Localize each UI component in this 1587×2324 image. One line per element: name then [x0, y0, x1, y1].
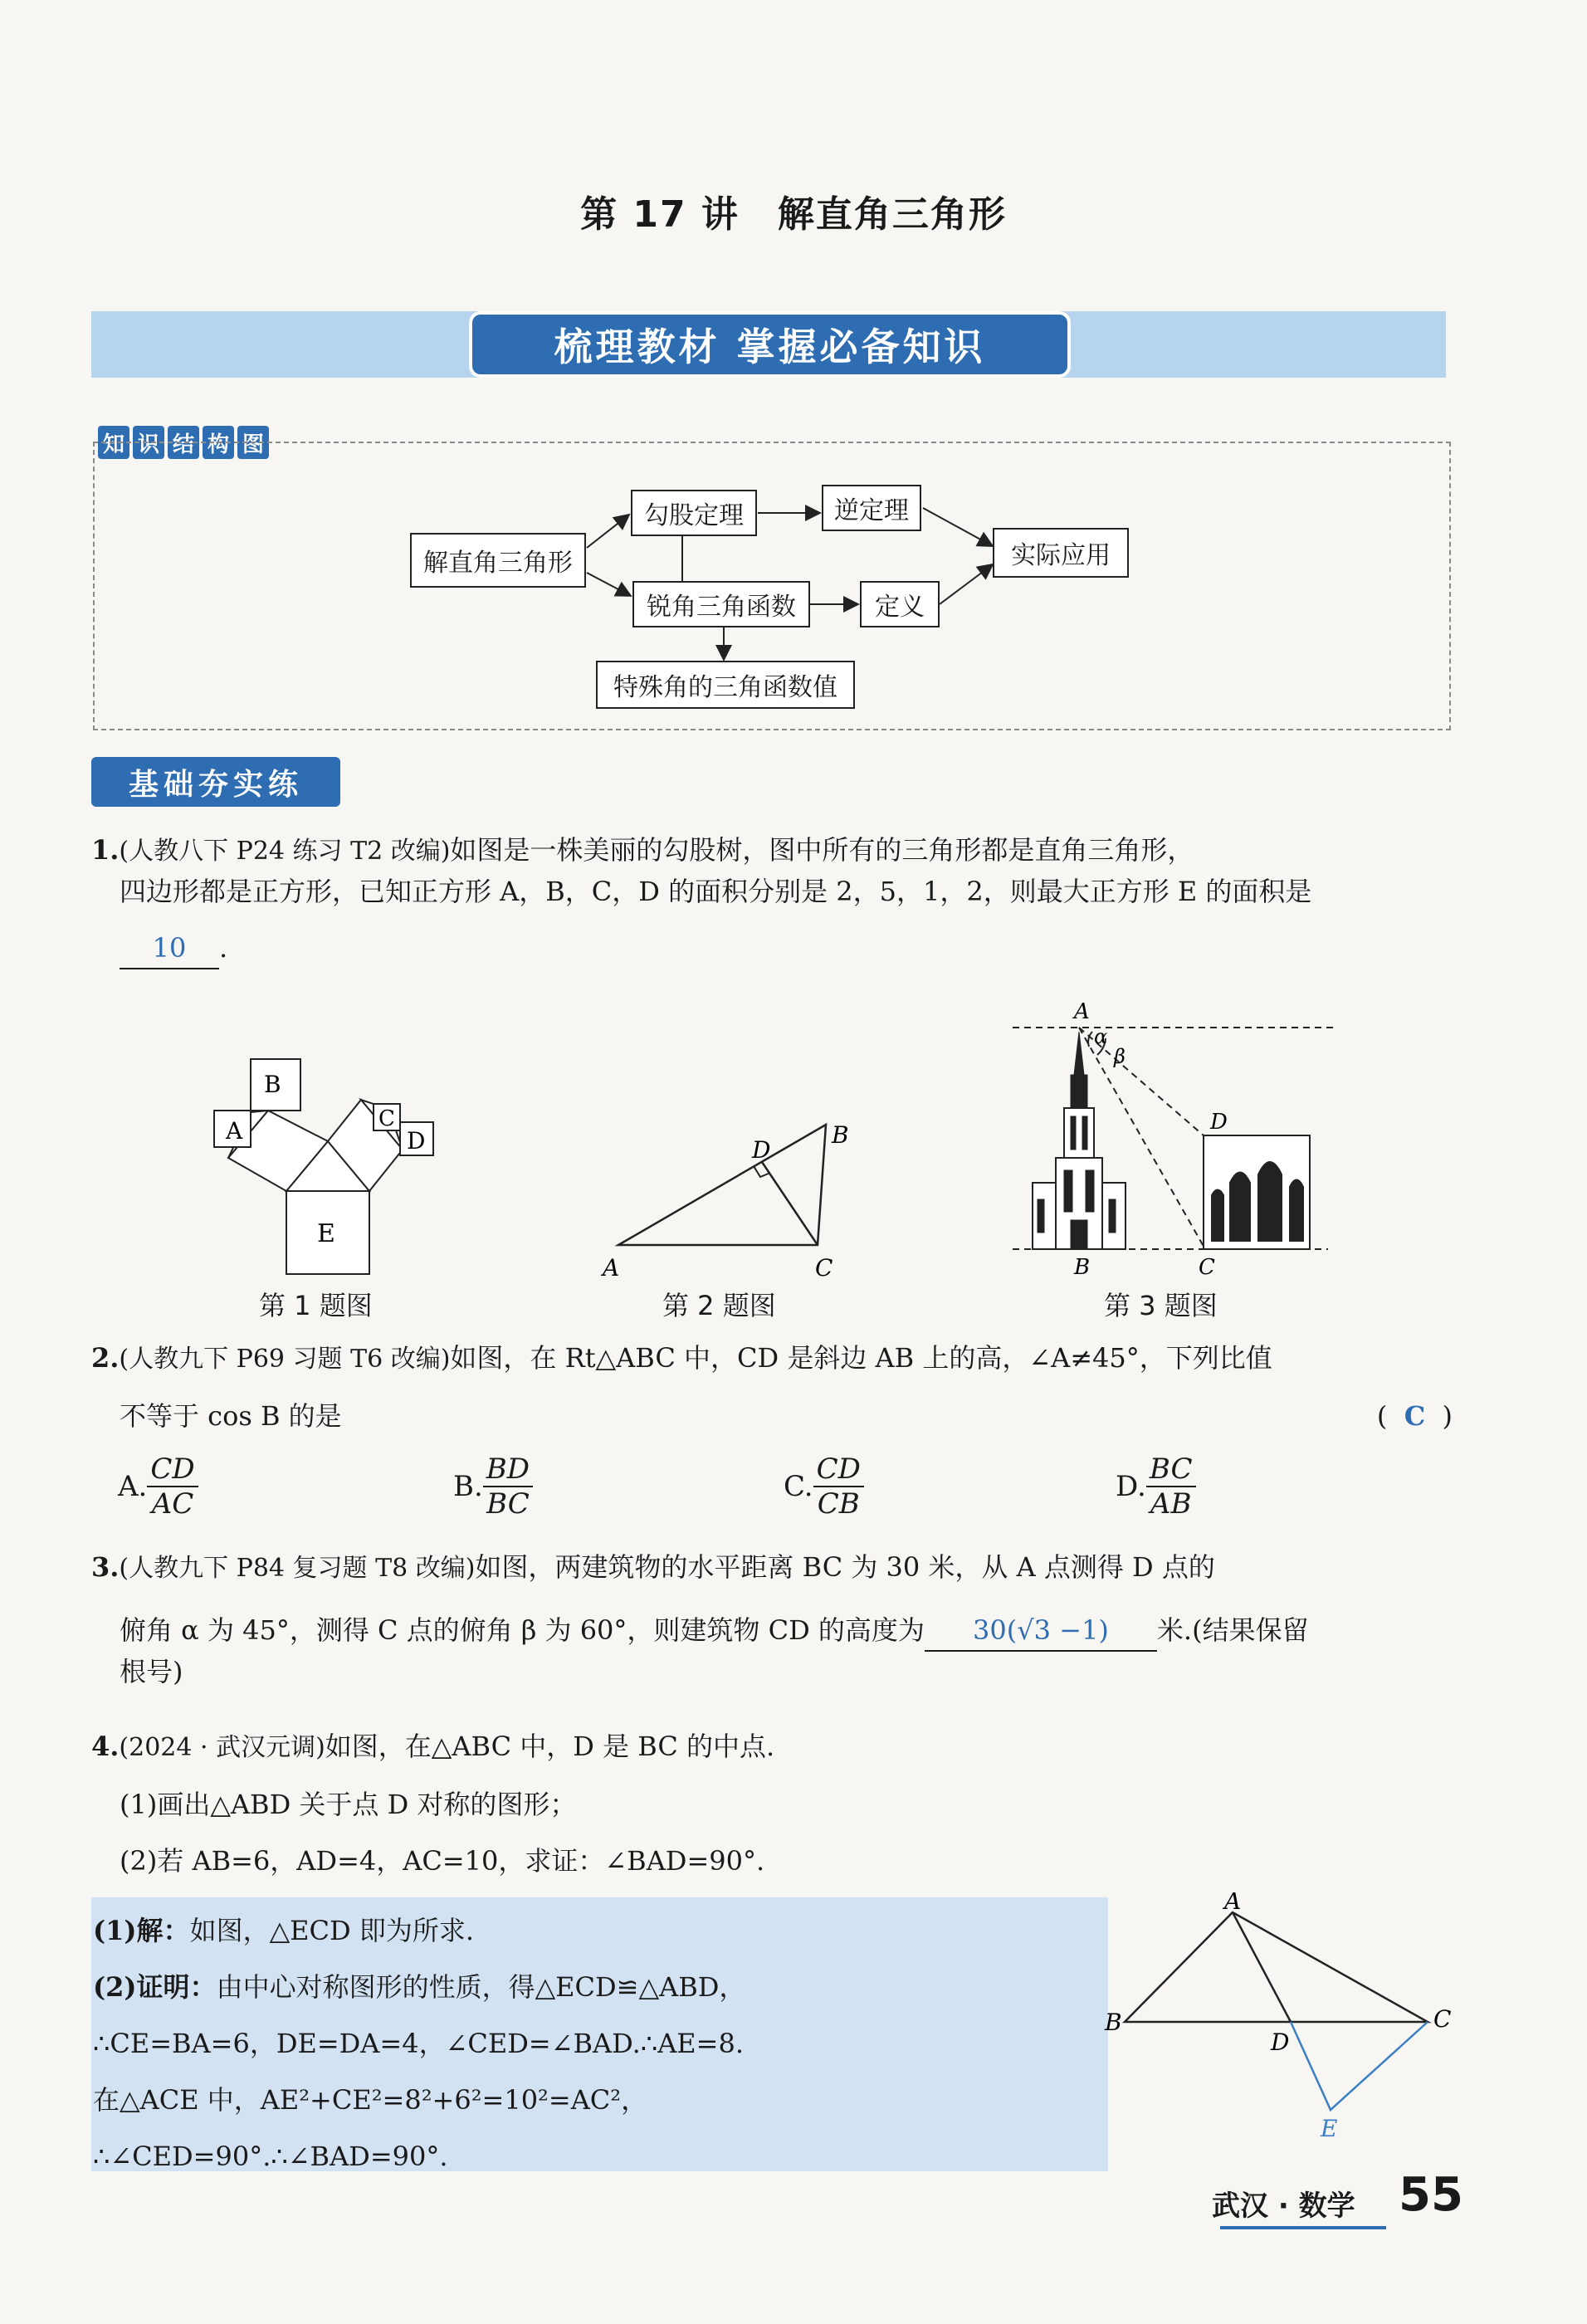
fig2-caption: 第 2 题图 — [662, 1290, 776, 1321]
q1-number: 1. — [91, 834, 120, 866]
footer-label: 武汉 · 数学 — [1212, 2190, 1355, 2223]
q2-option-d — [1116, 1452, 1196, 1521]
knowledge-tag-char: 结 — [168, 426, 199, 459]
q2-option-letter: A. — [118, 1470, 148, 1503]
fig3-label-alpha: α — [1094, 1025, 1108, 1048]
q2-option-c — [784, 1452, 864, 1521]
fig1-label-a: A — [226, 1117, 243, 1145]
q2-option-b — [453, 1452, 533, 1521]
fraction-denominator: AB — [1150, 1487, 1192, 1521]
q2-number: 2. — [91, 1342, 120, 1374]
flow-root: 解直角三角形 — [410, 533, 586, 588]
question-3 — [91, 1547, 1453, 1692]
question-1 — [91, 830, 1453, 969]
fraction-denominator: AC — [151, 1487, 194, 1521]
q3-source: (人教九下 P84 复习题 T8 改编) — [119, 1554, 476, 1583]
footer-underline — [1220, 2226, 1386, 2229]
q2-source: (人教九下 P69 习题 T6 改编) — [119, 1345, 451, 1374]
fig1-label-b: B — [264, 1071, 281, 1098]
q2-text-b: 不等于 cos B 的是 — [120, 1400, 342, 1432]
q4-source: (2024 · 武汉元调) — [119, 1733, 325, 1762]
flow-application: 实际应用 — [993, 528, 1129, 578]
fig4-label-c: C — [1433, 2005, 1452, 2033]
q2-option-letter: B. — [453, 1470, 483, 1503]
question-2 — [91, 1338, 1453, 1436]
q2-answer: C — [1404, 1400, 1426, 1432]
q3-text-d: 根号) — [120, 1656, 183, 1687]
figure-3 — [1013, 1000, 1345, 1282]
fig4-label-a: A — [1224, 1892, 1242, 1915]
q4-text: 如图，在△ABC 中，D 是 BC 的中点. — [325, 1731, 775, 1762]
figure-1 — [199, 1046, 465, 1295]
q2-option-fraction — [483, 1452, 533, 1521]
knowledge-tag-char: 图 — [237, 426, 269, 459]
fig4-triangle-abc — [1125, 1912, 1428, 2022]
fraction-denominator: CB — [817, 1487, 860, 1521]
fig3-caption: 第 3 题图 — [1104, 1290, 1218, 1321]
flowchart-arrows — [0, 0, 1587, 747]
q4-number: 4. — [91, 1731, 120, 1762]
fig1-label-d: D — [407, 1127, 426, 1155]
solution-l1-head: (1)解： — [93, 1915, 190, 1946]
fraction-numerator: CD — [813, 1452, 864, 1487]
q3-text-b: 俯角 α 为 45°，测得 C 点的俯角 β 为 60°，则建筑物 CD 的高度为 — [120, 1614, 925, 1646]
q3-number: 3. — [91, 1551, 120, 1583]
q1-end: . — [219, 932, 228, 964]
figure-4 — [1100, 1892, 1465, 2141]
flow-converse: 逆定理 — [822, 485, 921, 531]
knowledge-tag-char: 构 — [203, 426, 234, 459]
fig3-label-beta: β — [1114, 1045, 1126, 1068]
fraction-denominator: BC — [486, 1487, 530, 1521]
fig2-label-a: A — [603, 1254, 620, 1282]
q3-text-c: 米.(结果保留 — [1156, 1614, 1309, 1646]
q2-answer-paren — [1377, 1396, 1453, 1436]
q2-option-letter: C. — [784, 1470, 813, 1503]
knowledge-tag-char: 识 — [133, 426, 164, 459]
fig4-reflected-ecd — [1291, 2022, 1428, 2110]
fraction-numerator: BD — [483, 1452, 533, 1487]
knowledge-tag-char: 知 — [98, 426, 129, 459]
fig4-label-d: D — [1271, 2029, 1290, 2056]
q2-text-a: 如图，在 Rt△ABC 中，CD 是斜边 AB 上的高，∠A≠45°，下列比值 — [450, 1342, 1272, 1374]
fig2-label-c: C — [815, 1254, 833, 1282]
question-4 — [91, 1726, 1453, 1881]
solution-l2: 由中心对称图形的性质，得△ECD≌△ABD， — [216, 1971, 746, 2003]
q1-answer: 10 — [120, 928, 219, 969]
fig4-label-b: B — [1105, 2009, 1122, 2036]
solution-l4: 在△ACE 中，AE²+CE²=8²+6²=10²=AC²， — [93, 2084, 648, 2116]
flow-acute: 锐角三角函数 — [632, 581, 810, 627]
fig3-label-b: B — [1074, 1255, 1091, 1280]
fig2-label-b: B — [832, 1121, 849, 1149]
solution-l5: ∴∠CED=90°.∴∠BAD=90°. — [93, 2141, 448, 2172]
solution-l2-head: (2)证明： — [93, 1971, 217, 2003]
q1-text-b: 四边形都是正方形，已知正方形 A，B，C，D 的面积分别是 2，5，1，2，则最大正方形 E 的面积是 — [120, 876, 1312, 907]
q2-option-fraction — [147, 1452, 198, 1521]
banner-text: 梳理教材 掌握必备知识 — [554, 325, 986, 369]
flow-definition: 定义 — [860, 581, 940, 627]
fig2-label-d: D — [752, 1136, 771, 1164]
fraction-numerator: BC — [1146, 1452, 1196, 1487]
fig1-label-c: C — [378, 1106, 395, 1131]
fig3-label-d: D — [1210, 1110, 1228, 1135]
q4-part1: (1)画出△ABD 关于点 D 对称的图形； — [120, 1789, 577, 1820]
q2-option-fraction — [813, 1452, 864, 1521]
fraction-numerator: CD — [147, 1452, 198, 1487]
fig2-triangle — [618, 1125, 826, 1245]
q1-source: (人教八下 P24 练习 T2 改编) — [119, 837, 451, 866]
q3-text-a: 如图，两建筑物的水平距离 BC 为 30 米，从 A 点测得 D 点的 — [475, 1551, 1215, 1583]
section-label: 基础夯实练 — [91, 757, 340, 807]
q2-option-fraction — [1146, 1452, 1196, 1521]
fig3-label-a: A — [1074, 1000, 1090, 1024]
q2-paren-close: ) — [1442, 1400, 1453, 1432]
q2-option-a — [118, 1452, 198, 1521]
fig4-label-e: E — [1321, 2115, 1338, 2141]
q3-answer: 30(√3 −1) — [925, 1610, 1157, 1652]
page-title: 第 17 讲 解直角三角形 — [580, 193, 1007, 236]
q1-text-a: 如图是一株美丽的勾股树，图中所有的三角形都是直角三角形， — [450, 834, 1194, 866]
flow-pythag: 勾股定理 — [631, 490, 757, 536]
fig2-altitude — [762, 1162, 818, 1245]
solution-l1: 如图，△ECD 即为所求. — [189, 1915, 475, 1946]
q4-part2: (2)若 AB=6，AD=4，AC=10，求证：∠BAD=90°. — [120, 1845, 765, 1877]
solution-l3: ∴CE=BA=6，DE=DA=4，∠CED=∠BAD.∴AE=8. — [93, 2028, 745, 2059]
solution-text — [93, 1902, 1106, 2185]
fig1-caption: 第 1 题图 — [259, 1290, 373, 1321]
fig1-label-e: E — [317, 1219, 335, 1248]
fig3-label-c: C — [1199, 1255, 1215, 1280]
figure-2 — [598, 1116, 872, 1282]
page-number: 55 — [1399, 2168, 1463, 2222]
q2-option-letter: D. — [1116, 1470, 1146, 1503]
q2-paren-open: ( — [1376, 1400, 1388, 1432]
flow-special: 特殊角的三角函数值 — [596, 661, 855, 709]
